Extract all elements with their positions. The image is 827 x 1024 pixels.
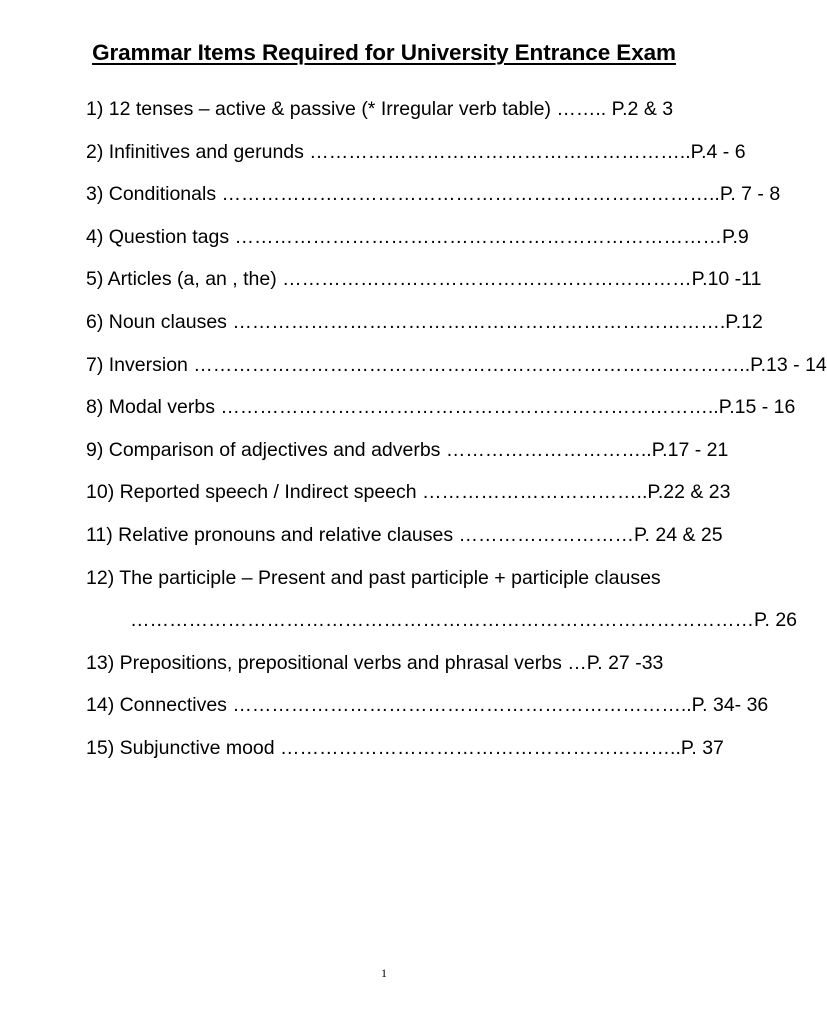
list-item: 1) 12 tenses – active & passive (* Irregular verb table) …….. P.2 & 3: [86, 98, 674, 120]
list-item: 10) Reported speech / Indirect speech ……………………………..P.22 & 23: [86, 481, 731, 504]
list-item: 12) The participle – Present and past participle + participle clauses: [86, 566, 661, 589]
list-item: 5) Articles (a, an , the) ………………………………………………………P.10 -11: [86, 268, 762, 291]
list-item: 4) Question tags …………………………………………………………………P.9: [86, 225, 749, 248]
list-item: 14) Connectives ……………………………………………………………..P. 34- 36: [86, 694, 769, 717]
list-item: 7) Inversion …………………………………………………………………………..P.13 - 14: [86, 353, 827, 376]
list-item: 3) Conditionals …………………………………………………………………..P. 7 - 8: [86, 183, 781, 206]
page-title: Grammar Items Required for University Entrance Exam: [92, 40, 676, 65]
list-item: 9) Comparison of adjectives and adverbs …………………………..P.17 - 21: [86, 438, 729, 461]
list-item: 15) Subjunctive mood ……………………………………………………..P. 37: [86, 736, 724, 759]
list-item: 13) Prepositions, prepositional verbs and phrasal verbs …P. 27 -33: [86, 651, 664, 674]
page-number: 1: [381, 966, 387, 980]
list-item: 2) Infinitives and gerunds …………………………………………………..P.4 - 6: [86, 140, 746, 163]
grammar-items-list: [86, 88, 827, 770]
list-item: 11) Relative pronouns and relative clauses ………………………P. 24 & 25: [86, 523, 723, 546]
list-item-continuation: ……………………………………………………………………………………P. 26: [130, 609, 798, 632]
list-item: 8) Modal verbs …………………………………………………………………..P.15 - 16: [86, 396, 796, 419]
list-item: 6) Noun clauses ………………………………………………………………….P.12: [86, 310, 763, 333]
